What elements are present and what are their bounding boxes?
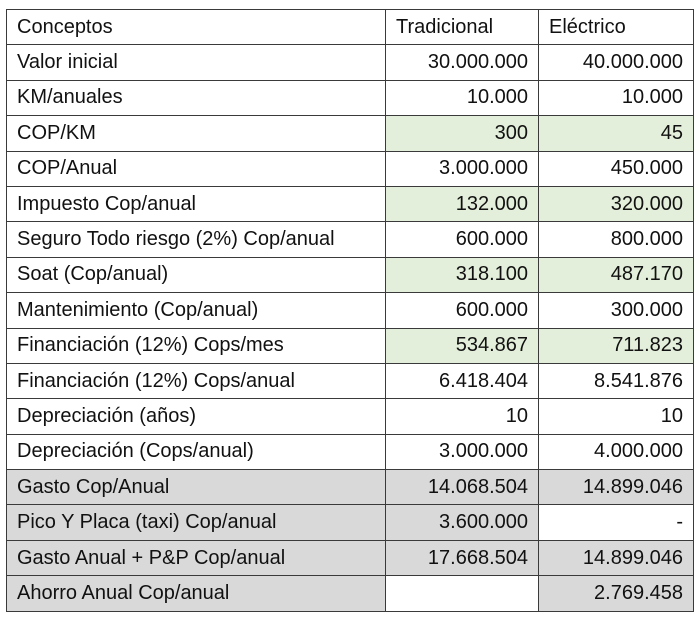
table-row [7,186,694,221]
table-row [7,151,694,186]
summary-row [7,505,694,540]
row-electrico-value: 711.823 [539,328,694,363]
header-electrico: Eléctrico [539,10,694,45]
row-concept: Ahorro Anual Cop/anual [7,576,386,611]
row-electrico-value: 2.769.458 [539,576,694,611]
row-concept: Soat (Cop/anual) [7,257,386,292]
row-electrico-value: 800.000 [539,222,694,257]
row-tradicional-value: 3.000.000 [386,151,539,186]
row-concept: Seguro Todo riesgo (2%) Cop/anual [7,222,386,257]
row-tradicional-value: 10.000 [386,80,539,115]
row-tradicional-value: 318.100 [386,257,539,292]
row-concept: COP/KM [7,116,386,151]
row-concept: Gasto Cop/Anual [7,470,386,505]
row-tradicional-value: 14.068.504 [386,470,539,505]
table-row [7,434,694,469]
row-tradicional-value: 6.418.404 [386,363,539,398]
table-row [7,80,694,115]
row-electrico-value: 487.170 [539,257,694,292]
table-row [7,399,694,434]
table-row [7,328,694,363]
row-electrico-value: 45 [539,116,694,151]
table-row [7,222,694,257]
row-tradicional-value: 10 [386,399,539,434]
row-electrico-value: 10 [539,399,694,434]
table-row [7,257,694,292]
row-tradicional-value [386,576,539,611]
row-tradicional-value: 17.668.504 [386,540,539,575]
row-tradicional-value: 300 [386,116,539,151]
row-electrico-value: 14.899.046 [539,470,694,505]
row-electrico-value: 450.000 [539,151,694,186]
row-electrico-value: 8.541.876 [539,363,694,398]
row-tradicional-value: 3.000.000 [386,434,539,469]
row-concept: COP/Anual [7,151,386,186]
row-concept: Financiación (12%) Cops/mes [7,328,386,363]
header-conceptos: Conceptos [7,10,386,45]
row-concept: Depreciación (años) [7,399,386,434]
row-concept: KM/anuales [7,80,386,115]
row-concept: Financiación (12%) Cops/anual [7,363,386,398]
summary-row [7,576,694,611]
row-concept: Impuesto Cop/anual [7,186,386,221]
row-electrico-value: 4.000.000 [539,434,694,469]
row-electrico-value: 300.000 [539,293,694,328]
row-concept: Depreciación (Cops/anual) [7,434,386,469]
row-electrico-value: 320.000 [539,186,694,221]
row-concept: Gasto Anual + P&P Cop/anual [7,540,386,575]
table-row [7,116,694,151]
table-row [7,293,694,328]
row-electrico-value: - [539,505,694,540]
row-concept: Valor inicial [7,45,386,80]
row-tradicional-value: 600.000 [386,222,539,257]
table-row [7,45,694,80]
table-row [7,363,694,398]
header-tradicional: Tradicional [386,10,539,45]
row-electrico-value: 40.000.000 [539,45,694,80]
row-tradicional-value: 534.867 [386,328,539,363]
summary-row [7,540,694,575]
row-concept: Mantenimiento (Cop/anual) [7,293,386,328]
row-tradicional-value: 3.600.000 [386,505,539,540]
row-tradicional-value: 132.000 [386,186,539,221]
row-electrico-value: 10.000 [539,80,694,115]
row-tradicional-value: 600.000 [386,293,539,328]
row-electrico-value: 14.899.046 [539,540,694,575]
cost-comparison-table [6,9,694,612]
header-row [7,10,694,45]
row-tradicional-value: 30.000.000 [386,45,539,80]
row-concept: Pico Y Placa (taxi) Cop/anual [7,505,386,540]
summary-row [7,470,694,505]
